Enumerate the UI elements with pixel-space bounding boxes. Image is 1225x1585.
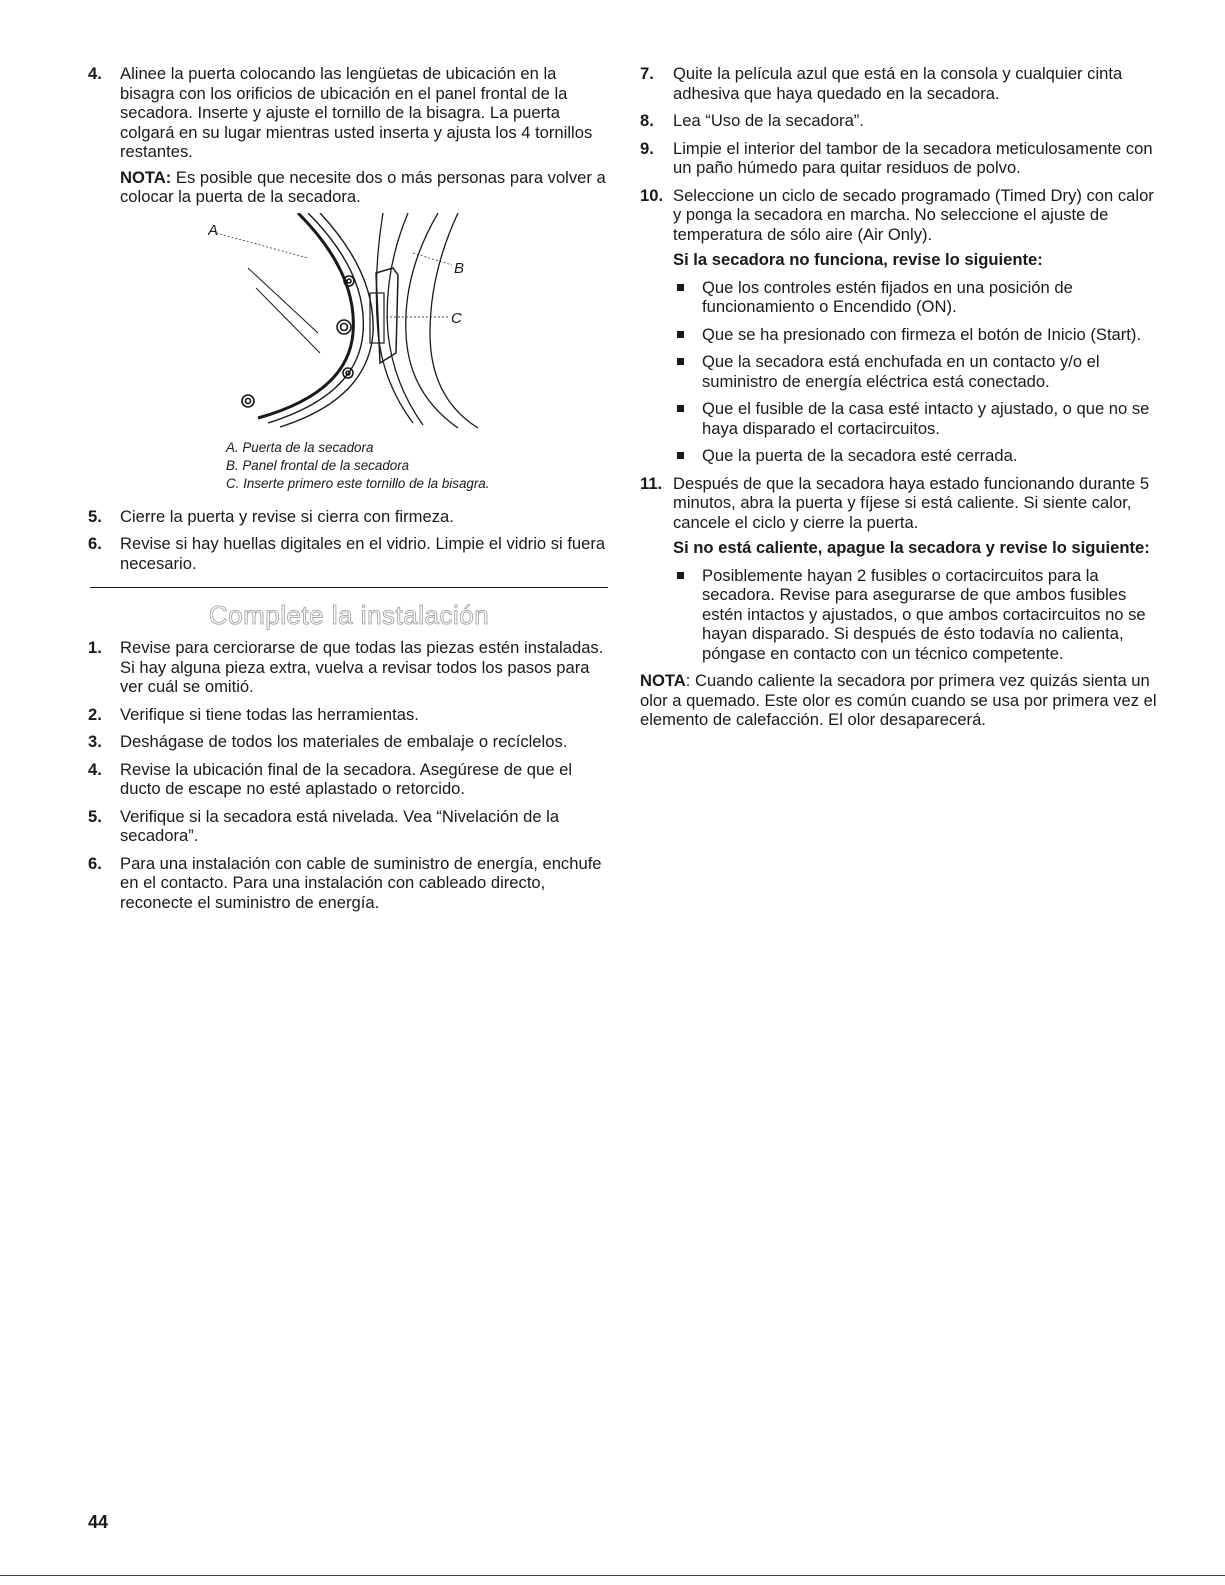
check1-heading: Si la secadora no funciona, revise lo siguiente: xyxy=(673,250,1043,269)
note-label: NOTA: xyxy=(120,167,172,187)
step-text: Verifique si la secadora está nivelada. Vea “Nivelación de la secadora”. xyxy=(120,806,560,845)
step-8 xyxy=(640,111,1160,131)
bullet-text: Que se ha presionado con firmeza el botón de Inicio (Start). xyxy=(702,324,1142,344)
check2-heading: Si no está caliente, apague la secadora y revise lo siguiente: xyxy=(673,538,1150,557)
check1-bullet-1 xyxy=(640,278,1160,317)
final-note-label: NOTA xyxy=(640,671,686,690)
figure-captions xyxy=(88,439,610,493)
section-step-4 xyxy=(88,760,610,799)
section-title: Complete la instalación xyxy=(208,600,490,630)
check1-bullet-2 xyxy=(640,325,1160,345)
check1-bullet-5 xyxy=(640,446,1160,466)
bullet-square-icon xyxy=(677,405,684,412)
step-text: Revise si hay huellas digitales en el vidrio. Limpie el vidrio si fuera necesario. xyxy=(120,534,606,573)
check2-bullet-1 xyxy=(640,566,1160,664)
bullet-text: Que la secadora está enchufada en un contacto y/o el suministro de energía eléctrica está conectado. xyxy=(702,352,1100,391)
section-step-3 xyxy=(88,732,610,752)
bullet-square-icon xyxy=(677,284,684,291)
step-6 xyxy=(88,534,610,573)
step-number: 5. xyxy=(88,806,102,826)
step-text: Limpie el interior del tambor de la secadora meticulosamente con un paño húmedo para quitar residuos de polvo. xyxy=(673,138,1153,177)
step-number: 3. xyxy=(88,732,102,751)
step-number: 1. xyxy=(88,638,102,657)
section-step-6 xyxy=(88,854,610,913)
final-note-text: : Cuando caliente la secadora por primera vez quizás sienta un olor a quemado. Este olor es común cuando se usa por primera vez el elemento de calefacción. El olor desaparecerá. xyxy=(640,671,1157,729)
step-number: 4. xyxy=(88,64,102,83)
page-bottom-rule xyxy=(0,1575,1225,1576)
label-b: B xyxy=(454,259,465,277)
step-4 xyxy=(88,64,610,162)
step-text: Revise para cerciorarse de que todas las piezas estén instaladas. Si hay alguna pieza extra, vuelva a revisar todos los pasos para ver cuál se omitió. xyxy=(120,638,604,696)
step-number: 7. xyxy=(640,64,654,83)
bullet-text: Que los controles estén fijados en una posición de funcionamiento o Encendido (ON). xyxy=(702,277,1073,316)
right-column xyxy=(640,64,1160,730)
caption-a: A. Puerta de la secadora xyxy=(226,439,374,455)
bullet-square-icon xyxy=(677,572,684,579)
step-number: 8. xyxy=(640,111,654,130)
step-number: 9. xyxy=(640,138,654,158)
step-number: 6. xyxy=(88,534,102,553)
page-number: 44 xyxy=(88,1512,109,1532)
step-text: Deshágase de todos los materiales de embalaje o recíclelos. xyxy=(120,732,568,751)
section-step-2 xyxy=(88,705,610,725)
note xyxy=(88,168,610,207)
step-text: Alinee la puerta colocando las lengüetas de ubicación en la bisagra con los orificios de ubicación en el panel frontal de la secadora. Inserte y ajuste el tornillo de la bisagra. La puerta colgará en su lugar mientras usted inserta y ajusta los 4 tornillos restantes. xyxy=(120,64,593,161)
step-9 xyxy=(640,139,1160,178)
label-c: C xyxy=(451,309,462,327)
bullet-square-icon xyxy=(677,331,684,338)
label-a: A xyxy=(208,221,219,239)
step-text: Cierre la puerta y revise si cierra con firmeza. xyxy=(120,506,454,526)
step-text: Verifique si tiene todas las herramientas. xyxy=(120,704,419,724)
door-hinge-figure xyxy=(88,213,610,433)
step-number: 2. xyxy=(88,704,102,724)
step-text: Seleccione un ciclo de secado programado (Timed Dry) con calor y ponga la secadora en marcha. No seleccione el ajuste de temperatura de sólo aire (Air Only). xyxy=(673,185,1154,244)
final-note xyxy=(640,671,1160,730)
caption-c: C. Inserte primero este tornillo de la bisagra. xyxy=(226,475,490,491)
step-10 xyxy=(640,186,1160,245)
bullet-square-icon xyxy=(677,358,684,365)
step-number: 4. xyxy=(88,759,102,779)
step-text: Quite la película azul que está en la consola y cualquier cinta adhesiva que haya quedado en la secadora. xyxy=(673,64,1123,103)
bullet-text: Que el fusible de la casa esté intacto y ajustado, o que no se haya disparado el cortacircuitos. xyxy=(702,399,1150,438)
bullet-text: Posiblemente hayan 2 fusibles o cortacircuitos para la secadora. Revise para asegurarse de que ambos fusibles estén intactos y ajustados, o que ambos cortacircuitos no se hayan disparado. Si después de ésto todavía no calienta, póngase en contacto con un técnico competente. xyxy=(702,565,1146,663)
step-7 xyxy=(640,64,1160,103)
note-text: Es posible que necesite dos o más personas para volver a colocar la puerta de la secadora. xyxy=(120,167,606,206)
step-number: 10. xyxy=(640,185,664,205)
section-step-5 xyxy=(88,807,610,846)
caption-b: B. Panel frontal de la secadora xyxy=(226,457,410,473)
step-number: 6. xyxy=(88,853,102,873)
left-column xyxy=(88,64,610,920)
step-5 xyxy=(88,507,610,527)
step-text: Revise la ubicación final de la secadora. Asegúrese de que el ducto de escape no esté aplastado o retorcido. xyxy=(120,759,573,798)
step-11 xyxy=(640,474,1160,533)
step-number: 5. xyxy=(88,506,102,526)
bullet-text: Que la puerta de la secadora esté cerrada. xyxy=(702,446,1018,465)
step-number: 11. xyxy=(640,473,663,493)
step-text: Lea “Uso de la secadora”. xyxy=(673,111,864,130)
bullet-square-icon xyxy=(677,452,684,459)
section-step-1 xyxy=(88,638,610,697)
step-text: Después de que la secadora haya estado funcionando durante 5 minutos, abra la puerta y fíjese si está caliente. Si siente calor, cancele el ciclo y cierre la puerta. xyxy=(673,473,1150,532)
section-divider xyxy=(90,587,608,588)
step-text: Para una instalación con cable de suministro de energía, enchufe en el contacto. Para una instalación con cableado directo, reconecte el suministro de energía. xyxy=(120,853,602,912)
check1-bullet-4 xyxy=(640,399,1160,438)
door-hinge-illustration xyxy=(208,213,488,433)
check1-bullet-3 xyxy=(640,352,1160,391)
